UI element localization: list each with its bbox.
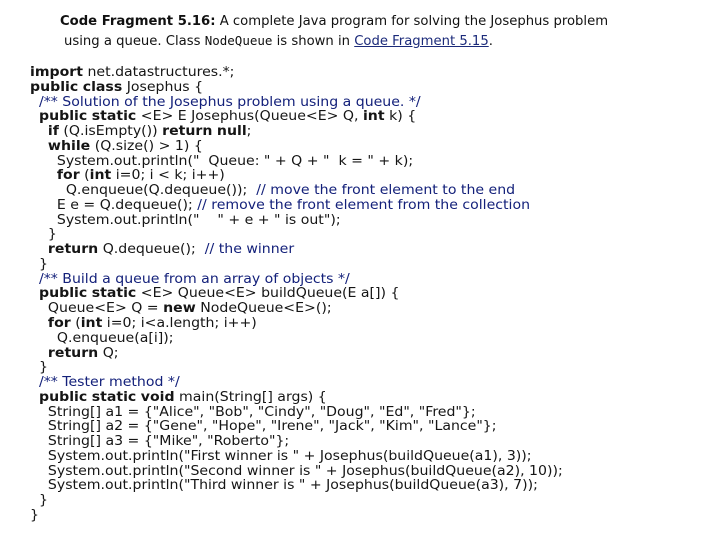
caption-text-1: A complete Java program for solving the Josephus problem — [219, 14, 609, 29]
code-line: Q.enqueue(a[i]); — [30, 330, 174, 346]
code-line: } — [30, 227, 57, 243]
code-line: for (int i=0; i < k; i++) — [56, 168, 225, 184]
code-line: } — [30, 507, 39, 523]
code-line: /** Build a queue from an array of objects */ — [30, 271, 350, 287]
code-line: public static <E> Queue<E> buildQueue(E a[]) { — [38, 286, 400, 302]
code-line: /** Solution of the Josephus problem using a queue. */ — [30, 94, 421, 110]
code-line: E e = Q.dequeue(); // remove the front element from the collection — [30, 197, 531, 213]
code-line: String[] a1 = {"Alice", "Bob", "Cindy", "Doug", "Ed", "Fred"}; — [30, 404, 476, 420]
code-line: System.out.println("First winner is " + Josephus(buildQueue(a1), 3)); — [30, 448, 532, 464]
code-line: System.out.println("Second winner is " + Josephus(buildQueue(a2), 10)); — [30, 463, 563, 479]
code-fragment-caption — [60, 12, 680, 51]
caption-text-2a: using a queue. Class — [64, 34, 201, 49]
caption-line-1 — [60, 12, 680, 31]
java-code-listing — [30, 66, 720, 524]
code-fragment-link[interactable]: Code Fragment 5.15 — [354, 34, 489, 49]
code-line: return Q; — [47, 345, 119, 361]
caption-period: . — [488, 34, 493, 49]
caption-label: Code Fragment 5.16: — [60, 14, 216, 29]
caption-text-2b: is shown in — [276, 34, 351, 49]
code-line: public static void main(String[] args) { — [38, 389, 327, 405]
code-line: } — [30, 360, 48, 376]
code-line: if (Q.isEmpty()) return null; — [47, 124, 252, 140]
code-line: String[] a3 = {"Mike", "Roberto"}; — [30, 434, 290, 450]
code-line: Q.enqueue(Q.dequeue()); // move the front element to the end — [30, 183, 516, 199]
code-line: /** Tester method */ — [30, 375, 180, 391]
caption-line-2 — [60, 31, 680, 51]
caption-class-name: NodeQueue — [204, 33, 273, 48]
code-line: public static <E> E Josephus(Queue<E> Q, int k) { — [38, 109, 417, 125]
code-line: import net.datastructures.*; — [30, 65, 235, 80]
code-line: Queue<E> Q = new NodeQueue<E>(); — [30, 301, 332, 317]
code-line: for (int i=0; i<a.length; i++) — [47, 316, 257, 332]
code-line: } — [30, 493, 48, 509]
code-line: return Q.dequeue(); // the winner — [47, 242, 295, 258]
code-line: public class Josephus { — [30, 79, 204, 95]
code-line: while (Q.size() > 1) { — [47, 138, 203, 154]
code-line: } — [30, 256, 48, 272]
code-line: System.out.println(" " + e + " is out"); — [30, 212, 341, 228]
code-line: System.out.println("Third winner is " + Josephus(buildQueue(a3), 7)); — [30, 478, 538, 494]
code-line: System.out.println(" Queue: " + Q + " k = " + k); — [30, 153, 414, 169]
code-line: String[] a2 = {"Gene", "Hope", "Irene", "Jack", "Kim", "Lance"}; — [30, 419, 497, 435]
